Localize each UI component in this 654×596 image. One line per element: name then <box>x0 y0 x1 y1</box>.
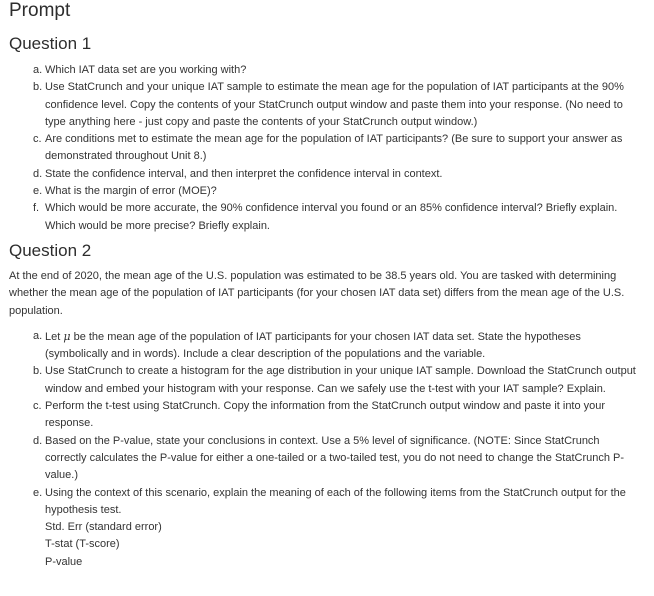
item-text: Based on the P-value, state your conclusions in context. Use a 5% level of significance. (NOTE: Since StatCrunch correctly calculates the P-value for either a one-tailed or a two-tailed test, you do not need to change the StatCrunch P-value.) <box>45 434 625 482</box>
question-2-heading: Question 2 <box>9 240 92 260</box>
list-item <box>33 485 644 571</box>
item-marker: f. <box>33 202 40 215</box>
item-text: Which would be more accurate, the 90% confidence interval you found or an 85% confidence interval? Briefly explain. Which would be more precise? Briefly explain. <box>45 202 618 232</box>
sub-item-std-err: Std. Err (standard error) <box>45 521 162 534</box>
question-2-intro: At the end of 2020, the mean age of the U.S. population was estimated to be 38.5 years old. You are tasked with determining whether the mean age of the population of IAT participants (for your chosen IAT data set) differs from the mean age of the U.S. population. <box>9 269 625 317</box>
sub-item-t-stat: T-stat (T-score) <box>45 538 120 551</box>
page-title: Prompt <box>9 0 71 21</box>
item-text: What is the margin of error (MOE)? <box>45 185 217 198</box>
item-prefix: Let <box>45 330 61 343</box>
item-text: Which IAT data set are you working with? <box>45 64 247 76</box>
question-2-list <box>9 328 644 571</box>
item-text: Use StatCrunch and your unique IAT sample to estimate the mean age for the population of IAT participants at the 90% confidence level. Copy the contents of your StatCrunch output window and paste them into your response. (No need to type anything here - just copy and paste the contents of your StatCrunch output window.) <box>45 81 624 128</box>
item-marker: d. <box>33 167 43 180</box>
item-marker: e. <box>33 185 43 198</box>
item-marker: c. <box>33 133 42 146</box>
item-text: Are conditions met to estimate the mean age for the population of IAT participants? (Be sure to support your answer as demonstrated throughout Unit 8.) <box>45 133 623 163</box>
question-1-heading: Question 1 <box>9 34 92 53</box>
item-marker: a. <box>33 329 43 342</box>
list-item <box>33 200 644 235</box>
list-item <box>33 62 644 79</box>
list-item <box>33 433 644 485</box>
list-item <box>33 328 644 364</box>
item-text: Use StatCrunch to create a histogram for the age distribution in your unique IAT sample. Download the StatCrunch output window and embed your histogram with your response. Can we safely use the t-test with your IAT sample? Explain. <box>45 365 636 395</box>
list-item <box>33 166 644 183</box>
item-marker: d. <box>33 434 43 447</box>
list-item <box>33 79 644 131</box>
list-item <box>33 131 644 166</box>
item-text: Using the context of this scenario, explain the meaning of each of the following items from the StatCrunch output for the hypothesis test. <box>45 486 626 516</box>
item-text: Perform the t-test using StatCrunch. Copy the information from the StatCrunch output window and paste it into your response. <box>45 400 606 430</box>
item-text: be the mean age of the population of IAT participants for your chosen IAT data set. State the hypotheses (symbolically and in words). Include a clear description of the populations and the variable. <box>45 330 581 361</box>
mu-symbol: μ <box>63 329 71 343</box>
item-marker: b. <box>33 365 43 378</box>
item-marker: e. <box>33 486 43 499</box>
list-item <box>33 363 644 398</box>
question-1-list <box>9 62 644 235</box>
item-marker: a. <box>33 64 43 76</box>
list-item <box>33 183 644 200</box>
sub-item-p-value: P-value <box>45 555 83 568</box>
item-marker: b. <box>33 81 43 94</box>
item-text: State the confidence interval, and then interpret the confidence interval in context. <box>45 167 443 180</box>
item-marker: c. <box>33 400 42 413</box>
list-item <box>33 398 644 433</box>
